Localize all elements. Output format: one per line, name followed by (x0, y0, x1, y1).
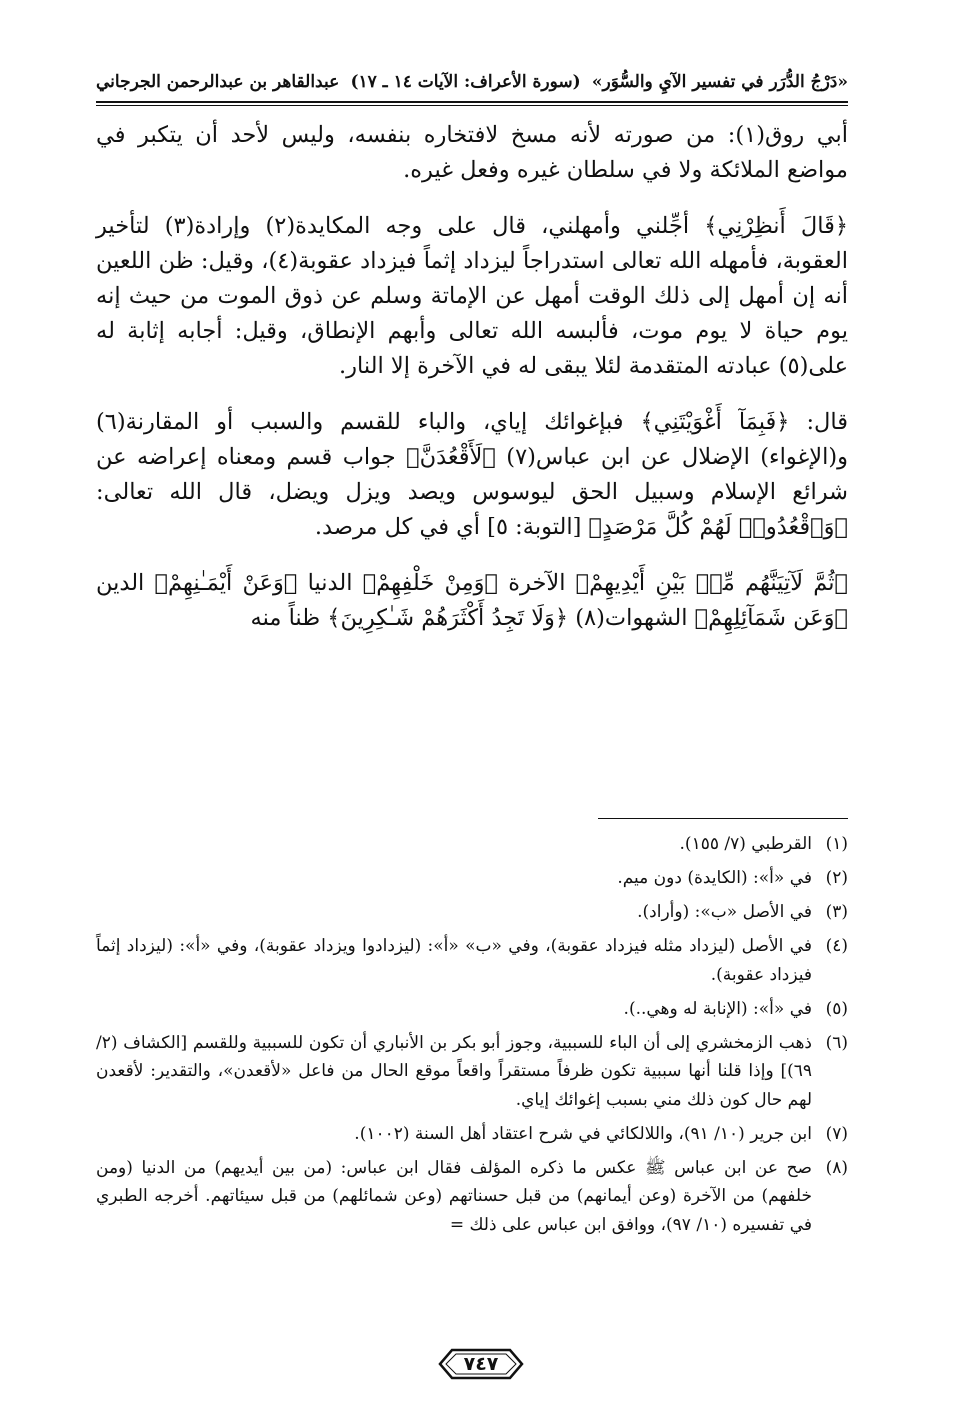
running-header (96, 64, 848, 100)
footnote-text: ابن جرير (١٠/ ٩١)، واللالكائي في شرح اعتقاد أهل السنة (١٠٠٢). (354, 1123, 812, 1144)
footnote (96, 1154, 848, 1240)
main-text (96, 118, 848, 636)
footnote (96, 864, 848, 893)
header-author: عبدالقاهر بن عبدالرحمن الجرجاني (96, 72, 340, 92)
page-number: ٧٤٧ (463, 1353, 499, 1375)
footnote (96, 1120, 848, 1149)
paragraph-text: ﴿ثُمَّ لَآتِيَنَّهُم مِّنۢ بَيْنِ أَيْدِيهِمْ﴾ الآخرة ﴿وَمِنْ خَلْفِهِمْ﴾ الدنيا ﴿وَعَنْ أَيْمَـٰنِهِمْ﴾ الدين ﴿وَعَن شَمَآئِلِهِمْ﴾ الشهوات(٨) ﴿وَلَا تَجِدُ أَكْثَرَهُمْ شَـٰكِرِينَ﴾ ظناً منه (96, 570, 848, 631)
footnote-number: (٢) (825, 868, 848, 888)
footnote (96, 830, 848, 859)
header-book-title: «دَرْجُ الدُّرَر في تفسير الآيِ والسُّوَر» (591, 72, 848, 92)
paragraph (96, 209, 848, 384)
footnote-separator (598, 818, 848, 819)
paragraph (96, 566, 848, 636)
footnote-number: (١) (825, 834, 848, 854)
footnote (96, 898, 848, 927)
paragraph-text: ﴿قَالَ أَنظِرْنِي﴾ أجِّلني وأمهلني، قال على وجه المكايدة(٢) وإرادة(٣) لتأخير العقوبة، فأمهله الله تعالى استدراجاً ليزداد إثماً فيزداد عقوبة(٤)، وقيل: ظن اللعين أنه إن أمهل إلى ذلك الوقت أمهل عن الإماتة وسلم عن ذوق الموت من حيث إنه يوم حياة لا يوم موت، فألبسه الله تعالى وأبهم الإنطاق، وقيل: أجابه إثابة له على(٥) عبادته المتقدمة لئلا يبقى له في الآخرة إلا النار. (96, 213, 849, 379)
footnote-number: (٦) (825, 1032, 848, 1053)
header-rule-thin (96, 105, 848, 106)
footnote-text: في «أ»: (الإنابة له وهي..). (623, 998, 812, 1019)
paragraph-text: قال: ﴿فَبِمَآ أَغْوَيْتَنِي﴾ فبإغوائك إياي، والباء للقسم والسبب أو المقارنة(٦) و(الإغواء) الإضلال عن ابن عباس(٧) ﴿لَأَقْعُدَنَّ﴾ جواب قسم ومعناه إعراضه عن شرائع الإسلام وسبيل الحق ليوسوس ويصد ويزل ويضل، قال الله تعالى: ﴿وَٱقْعُدُوا۟ لَهُمْ كُلَّ مَرْصَدٍ﴾ [التوبة: ٥] أي في كل مرصد. (96, 409, 848, 540)
footnote-number: (٨) (825, 1157, 848, 1178)
footnote (96, 932, 848, 989)
footnote-number: (٥) (825, 998, 848, 1019)
footnote (96, 995, 848, 1024)
footnote-text: القرطبي (٧/ ١٥٥). (679, 834, 812, 854)
paragraph (96, 118, 848, 188)
footnote-number: (٧) (825, 1123, 848, 1144)
footnote-text: ذهب الزمخشري إلى أن الباء للسببية، وجوز أبو بكر بن الأنباري أن تكون للسببية وللقسم [الكشاف (٢/ ٦٩)] وإذا قلنا أنها سببية تكون ظرفاً مستقراً واقعاً موقع الحال من فاعل «لأقعدن»، والتقدير: لأقعدن لهم حال كون ذلك مني بسبب إغوائك إياي. (96, 1032, 812, 1110)
paragraph (96, 405, 848, 545)
header-section: (سورة الأعراف: الآيات ١٤ ـ ١٧) (350, 72, 581, 92)
footnote-number: (٤) (825, 936, 848, 956)
footnote-text: في «أ»: (الكايدة) دون ميم. (617, 868, 812, 888)
page-number-ornament (436, 1346, 526, 1382)
footnote-text: صح عن ابن عباس ﷺ عكس ما ذكره المؤلف فقال ابن عباس: (من بين أيديهم) من الدنيا (ومن خلفهم) من الآخرة (وعن أيمانهم) من قبل حسناتهم (وعن شمائلهم) من قبل سيئاتهم. أخرجه الطبري في تفسيره (١٠/ ٩٧)، ووافق ابن عباس على ذلك = (96, 1157, 812, 1235)
footnote-text: في الأصل (ليزداد مثله فيزداد عقوبة)، وفي «ب» «أ»: (ليزدادوا ويزداد عقوبة)، وفي «أ»: (ليزداد إثماً فيزداد عقوبة). (96, 936, 812, 985)
header-rule (96, 101, 848, 103)
footnote-text: في الأصل «ب»: (وأراد). (637, 902, 812, 922)
paragraph-text: أبي روق(١): من صورته لأنه مسخ لافتخاره بنفسه، وليس لأحد أن يتكبر في مواضع الملائكة ولا في سلطان غيره وفعل غيره. (96, 122, 849, 183)
footnote-number: (٣) (825, 902, 848, 922)
footnotes (96, 830, 848, 1245)
footnote (96, 1029, 848, 1115)
